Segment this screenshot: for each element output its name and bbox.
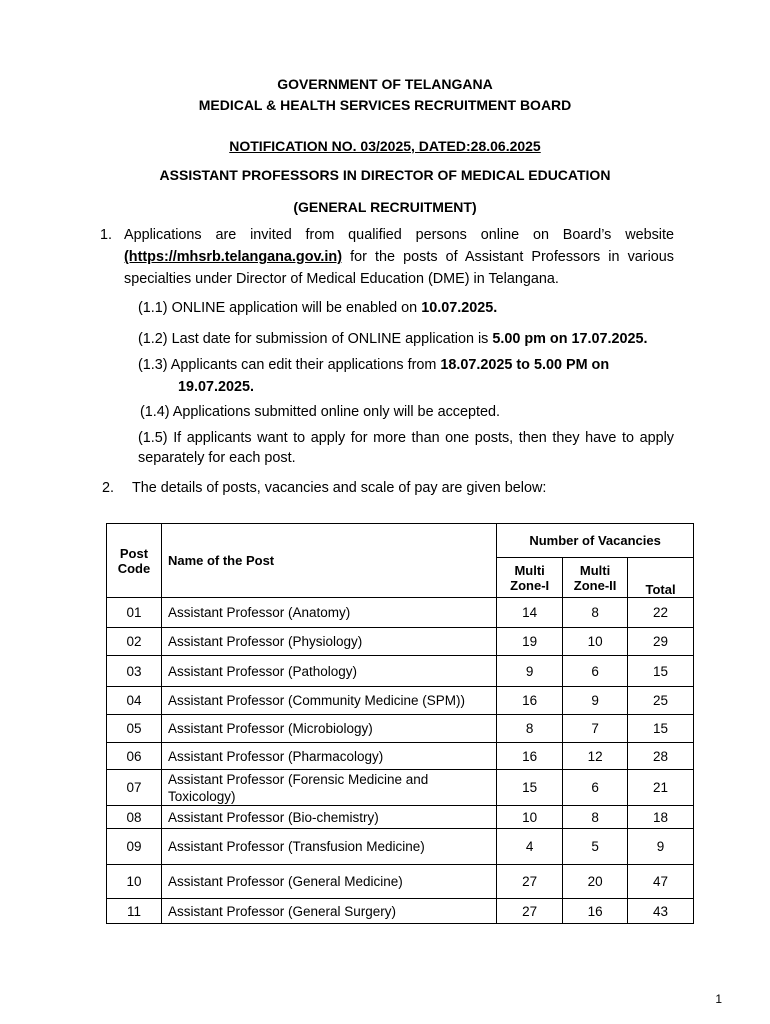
cell-post-name: Assistant Professor (Community Medicine (SPM)) — [161, 687, 496, 715]
cell-multi-zone-2: 8 — [563, 598, 628, 628]
cell-post-name: Assistant Professor (Physiology) — [161, 628, 496, 656]
cell-post-name: Assistant Professor (Transfusion Medicine) — [161, 829, 496, 865]
table-row — [107, 715, 694, 743]
cell-post-code: 08 — [107, 806, 162, 829]
cell-multi-zone-1: 19 — [497, 628, 563, 656]
cell-multi-zone-2: 20 — [563, 865, 628, 899]
vacancies-table-body — [107, 598, 694, 924]
cell-post-code: 01 — [107, 598, 162, 628]
cell-post-code: 10 — [107, 865, 162, 899]
cell-total: 22 — [628, 598, 694, 628]
cell-multi-zone-2: 10 — [563, 628, 628, 656]
para1-text — [124, 224, 674, 290]
para2-text: The details of posts, vacancies and scale of pay are given below: — [132, 480, 547, 496]
subpoint-1-4: (1.4) Applications submitted online only will be accepted. — [140, 404, 500, 420]
cell-multi-zone-1: 27 — [497, 899, 563, 924]
table-row — [107, 899, 694, 924]
header-multi-zone-2: Multi Zone-II — [563, 558, 628, 598]
cell-multi-zone-2: 16 — [563, 899, 628, 924]
cell-post-name: Assistant Professor (General Surgery) — [161, 899, 496, 924]
para1-text-a: Applications are invited from qualified persons online on Board’s website — [124, 227, 674, 243]
cell-total: 15 — [628, 715, 694, 743]
header-number-of-vacancies: Number of Vacancies — [497, 524, 694, 558]
table-row — [107, 628, 694, 656]
subpoint-1-1: (1.1) ONLINE application will be enabled on 10.07.2025. — [138, 300, 498, 316]
cell-total: 18 — [628, 806, 694, 829]
cell-post-name: Assistant Professor (Forensic Medicine and Toxicology) — [161, 770, 496, 806]
cell-post-name: Assistant Professor (Pathology) — [161, 656, 496, 687]
header-post-code: Post Code — [107, 524, 162, 598]
cell-total: 9 — [628, 829, 694, 865]
table-row — [107, 687, 694, 715]
para1-number: 1. — [100, 227, 113, 243]
para1-text-b: for the posts of Assistant Professors in various specialties under Director of Medical Education (DME) in Telangana. — [124, 249, 674, 287]
cell-total: 47 — [628, 865, 694, 899]
cell-multi-zone-2: 6 — [563, 656, 628, 687]
subject-title: ASSISTANT PROFESSORS IN DIRECTOR OF MEDICAL EDUCATION — [159, 167, 611, 183]
cell-post-code: 04 — [107, 687, 162, 715]
cell-post-code: 02 — [107, 628, 162, 656]
cell-post-name: Assistant Professor (Bio-chemistry) — [161, 806, 496, 829]
cell-post-code: 11 — [107, 899, 162, 924]
cell-multi-zone-1: 16 — [497, 743, 563, 770]
cell-post-name: Assistant Professor (Microbiology) — [161, 715, 496, 743]
table-row — [107, 829, 694, 865]
table-row — [107, 656, 694, 687]
header-total: Total — [628, 558, 694, 598]
cell-post-code: 06 — [107, 743, 162, 770]
vacancies-table — [106, 523, 694, 924]
cell-multi-zone-1: 15 — [497, 770, 563, 806]
subpoint-1-5: (1.5) If applicants want to apply for more than one posts, then they have to apply separately for each post. — [138, 430, 674, 466]
cell-total: 25 — [628, 687, 694, 715]
subpoint-1-3: (1.3) Applicants can edit their applications from 18.07.2025 to 5.00 PM on 19.07.2025. — [138, 357, 610, 395]
cell-total: 29 — [628, 628, 694, 656]
cell-post-code: 03 — [107, 656, 162, 687]
cell-multi-zone-2: 12 — [563, 743, 628, 770]
cell-multi-zone-2: 6 — [563, 770, 628, 806]
notification-number: NOTIFICATION NO. 03/2025, DATED:28.06.2025 — [229, 138, 541, 154]
cell-total: 15 — [628, 656, 694, 687]
cell-multi-zone-1: 4 — [497, 829, 563, 865]
header-multi-zone-1: Multi Zone-I — [497, 558, 563, 598]
cell-multi-zone-1: 27 — [497, 865, 563, 899]
page-number: 1 — [715, 992, 722, 1006]
header-post-name: Name of the Post — [161, 524, 496, 598]
cell-total: 21 — [628, 770, 694, 806]
table-row — [107, 770, 694, 806]
cell-multi-zone-1: 14 — [497, 598, 563, 628]
table-row — [107, 806, 694, 829]
subpoint-1-2: (1.2) Last date for submission of ONLINE application is 5.00 pm on 17.07.2025. — [138, 331, 648, 347]
cell-multi-zone-1: 8 — [497, 715, 563, 743]
cell-post-code: 07 — [107, 770, 162, 806]
cell-multi-zone-2: 7 — [563, 715, 628, 743]
cell-multi-zone-2: 9 — [563, 687, 628, 715]
cell-total: 43 — [628, 899, 694, 924]
cell-multi-zone-2: 8 — [563, 806, 628, 829]
board-website-link[interactable]: (https://mhsrb.telangana.gov.in) — [124, 249, 342, 265]
cell-post-code: 09 — [107, 829, 162, 865]
cell-multi-zone-2: 5 — [563, 829, 628, 865]
para2-number: 2. — [102, 480, 115, 496]
cell-total: 28 — [628, 743, 694, 770]
board-title: MEDICAL & HEALTH SERVICES RECRUITMENT BOARD — [198, 97, 572, 113]
table-row — [107, 743, 694, 770]
cell-multi-zone-1: 9 — [497, 656, 563, 687]
cell-post-code: 05 — [107, 715, 162, 743]
cell-post-name: Assistant Professor (General Medicine) — [161, 865, 496, 899]
table-row — [107, 598, 694, 628]
govt-title: GOVERNMENT OF TELANGANA — [277, 76, 493, 92]
table-row — [107, 865, 694, 899]
cell-post-name: Assistant Professor (Anatomy) — [161, 598, 496, 628]
cell-post-name: Assistant Professor (Pharmacology) — [161, 743, 496, 770]
cell-multi-zone-1: 10 — [497, 806, 563, 829]
recruitment-type: (GENERAL RECRUITMENT) — [293, 199, 477, 215]
cell-multi-zone-1: 16 — [497, 687, 563, 715]
